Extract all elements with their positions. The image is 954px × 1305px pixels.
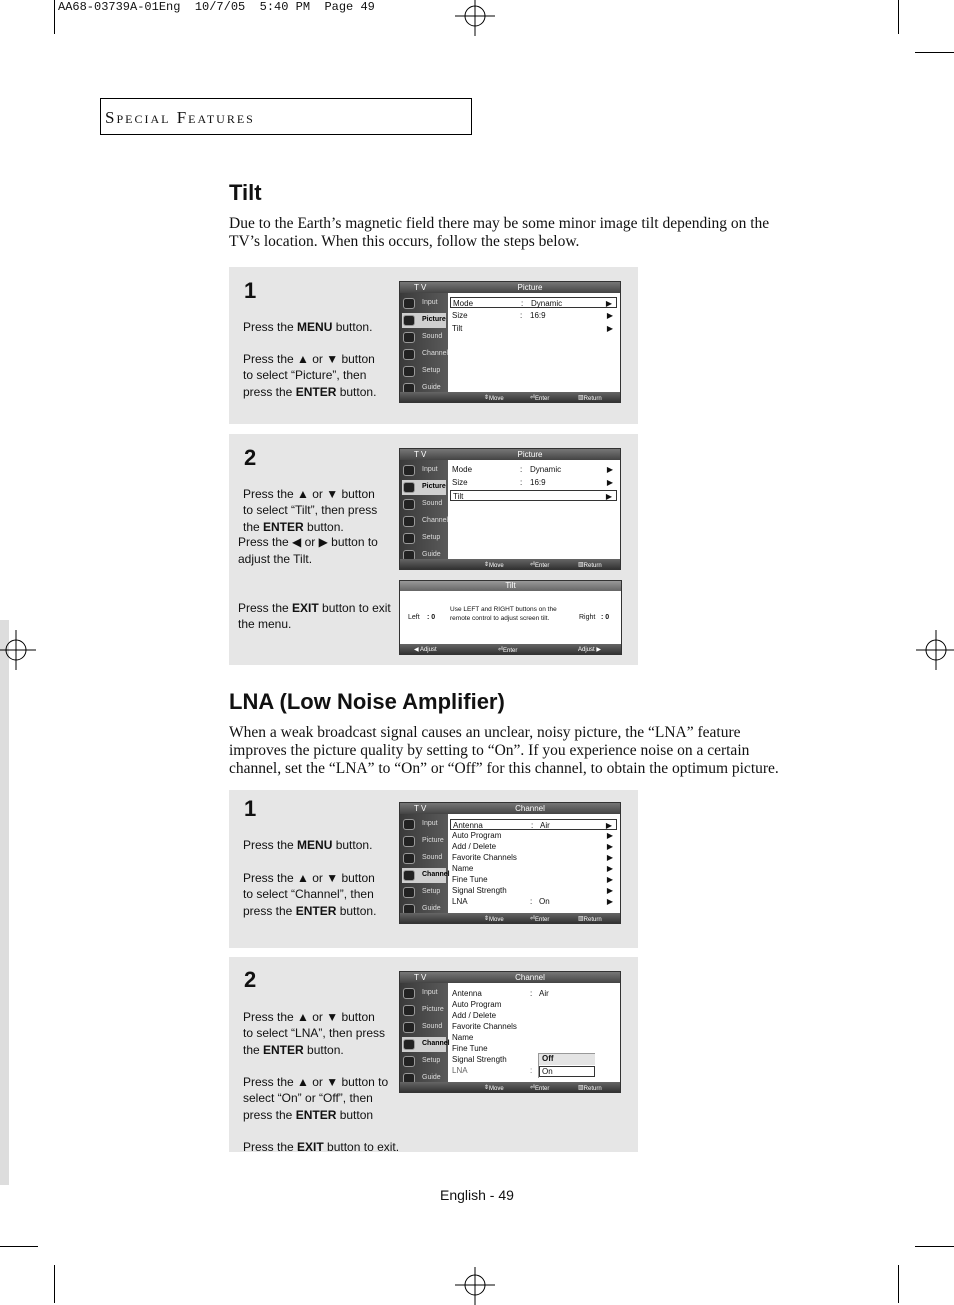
osd-side-item[interactable]: Sound [402, 851, 446, 866]
page-number: English - 49 [440, 1187, 514, 1203]
crop-mark [54, 0, 55, 34]
osd-sidebar [400, 293, 448, 392]
tilt-right-value: : 0 [601, 614, 610, 621]
osd-side-item[interactable]: Input [402, 296, 446, 311]
osd-row[interactable]: Fine Tune ▶ [452, 875, 613, 884]
osd-title-bar: T V Channel [400, 803, 620, 814]
sound-icon [403, 499, 415, 510]
tilt-message: Use LEFT and RIGHT buttons on the [450, 606, 557, 613]
osd-row[interactable]: Add / Delete [452, 1011, 497, 1020]
osd-row[interactable]: Name [452, 1033, 474, 1042]
osd-side-item[interactable]: Setup [402, 364, 446, 379]
lna-heading: LNA (Low Noise Amplifier) [229, 689, 505, 714]
osd-picture-menu [399, 281, 621, 403]
tilt-heading: Tilt [229, 180, 262, 205]
step-text: Press the EXIT button to exit. [243, 1139, 400, 1154]
picture-icon [403, 1005, 415, 1016]
input-icon [403, 465, 415, 476]
osd-row[interactable]: Signal Strength [452, 1055, 507, 1064]
crop-mark [898, 1265, 899, 1303]
osd-side-item[interactable]: Sound [402, 330, 446, 345]
osd-row[interactable]: Size : 16:9 ▶ [452, 311, 613, 320]
osd-side-item[interactable]: Guide [402, 902, 446, 917]
sound-icon [403, 1022, 415, 1033]
osd-side-item[interactable]: Channel [402, 347, 446, 362]
lna-option-on[interactable]: On [539, 1066, 595, 1077]
osd-sidebar [400, 983, 448, 1082]
step-text: Press the MENU button. [243, 319, 373, 334]
crop-mark [898, 0, 899, 34]
tilt-dialog-title: Tilt [400, 581, 621, 591]
osd-footer: ⇕ Move ⏎ Enter ▥ Return [400, 559, 620, 569]
osd-row[interactable]: Favorite Channels ▶ [452, 853, 613, 862]
osd-row[interactable]: Tilt ▶ [452, 324, 613, 333]
osd-footer: ⇕ Move ⏎ Enter ▥ Return [400, 1082, 620, 1092]
tilt-left-value: : 0 [427, 614, 436, 621]
input-icon [403, 988, 415, 999]
setup-icon [403, 1056, 415, 1067]
osd-row[interactable]: Size : 16:9 ▶ [452, 478, 613, 487]
tilt-right-label: Right [579, 614, 596, 621]
osd-side-item[interactable]: Channel [402, 1037, 446, 1052]
crop-mark [0, 1246, 38, 1247]
osd-side-item[interactable]: Input [402, 463, 446, 478]
channel-icon [403, 870, 415, 881]
osd-row[interactable]: Mode : Dynamic ▶ [450, 297, 617, 308]
osd-side-item[interactable]: Input [402, 986, 446, 1001]
osd-channel-menu [399, 802, 621, 924]
osd-side-item[interactable]: Setup [402, 531, 446, 546]
tilt-intro: Due to the Earth’s magnetic field there may be some minor image tilt depending on the TV’s location. When this occurs, follow the steps below. [229, 215, 770, 250]
input-icon [403, 819, 415, 830]
section-title: Special Features [105, 108, 255, 127]
picture-icon [403, 482, 415, 493]
osd-side-item[interactable]: Picture [402, 1003, 446, 1018]
side-strip [0, 620, 9, 1185]
osd-title-bar: T V Picture [400, 282, 620, 293]
osd-side-item[interactable]: Guide [402, 548, 446, 563]
osd-side-item[interactable]: Channel [402, 514, 446, 529]
registration-mark-icon [455, 0, 495, 40]
osd-row[interactable]: Antenna : Air ▶ [450, 819, 617, 830]
setup-icon [403, 366, 415, 377]
osd-channel-menu [399, 971, 621, 1093]
step-text: Press the ▲ or ▼ button to select “Channel”, then press the ENTER button. [243, 870, 377, 918]
step-text: Press the ◀ or ▶ button to adjust the Tilt. [238, 535, 378, 566]
osd-row[interactable]: Signal Strength ▶ [452, 886, 613, 895]
setup-icon [403, 533, 415, 544]
registration-mark-icon [0, 630, 40, 670]
osd-row[interactable]: Favorite Channels [452, 1022, 517, 1031]
osd-row[interactable]: Antenna : Air [452, 989, 549, 998]
tilt-left-label: Left [408, 614, 420, 621]
osd-row[interactable]: LNA : On ▶ [452, 897, 613, 906]
step-text: Press the MENU button. [243, 837, 373, 852]
lna-dropdown[interactable] [538, 1053, 595, 1078]
osd-side-item[interactable]: Setup [402, 1054, 446, 1069]
step-number: 2 [244, 445, 257, 470]
osd-row[interactable]: LNA : [452, 1066, 533, 1075]
step-number: 2 [244, 967, 257, 992]
tilt-message: remote control to adjust screen tilt. [450, 615, 550, 622]
osd-title-bar: T V Channel [400, 972, 620, 983]
osd-side-item[interactable]: Picture [402, 834, 446, 849]
print-header: AA68-03739A-01Eng 10/7/05 5:40 PM Page 49 [58, 0, 375, 14]
osd-side-item[interactable]: Input [402, 817, 446, 832]
osd-side-item[interactable]: Setup [402, 885, 446, 900]
channel-icon [403, 1039, 415, 1050]
osd-side-item[interactable]: Sound [402, 1020, 446, 1035]
tilt-dialog-footer: ◀ Adjust ⏎ Enter Adjust ▶ [400, 644, 621, 654]
picture-icon [403, 836, 415, 847]
crop-mark [915, 1246, 954, 1247]
osd-row[interactable]: Auto Program ▶ [452, 831, 613, 840]
osd-side-item[interactable]: Picture [402, 480, 446, 495]
osd-side-item[interactable]: Guide [402, 381, 446, 396]
osd-footer: ⇕ Move ⏎ Enter ▥ Return [400, 392, 620, 402]
osd-row[interactable]: Name ▶ [452, 864, 613, 873]
registration-mark-icon [455, 1265, 495, 1305]
osd-row[interactable]: Tilt ▶ [450, 490, 617, 501]
osd-footer: ⇕ Move ⏎ Enter ▥ Return [400, 913, 620, 923]
osd-row[interactable]: Mode : Dynamic ▶ [452, 465, 613, 474]
step-text: Press the ▲ or ▼ button to select “LNA”, then press the ENTER button. [243, 1009, 386, 1057]
osd-picture-menu [399, 448, 621, 570]
osd-sidebar [400, 814, 448, 913]
setup-icon [403, 887, 415, 898]
picture-icon [403, 315, 415, 326]
osd-side-item[interactable]: Guide [402, 1071, 446, 1086]
step-text: Press the EXIT button to exit the menu. [238, 600, 391, 631]
step-text: Press the ▲ or ▼ button to select “Picture”, then press the ENTER button. [243, 351, 377, 399]
osd-side-item[interactable]: Sound [402, 497, 446, 512]
step-text: Press the ▲ or ▼ button to select “Tilt”, then press the ENTER button. [243, 486, 378, 534]
tilt-dialog [399, 580, 622, 655]
osd-sidebar [400, 460, 448, 559]
osd-row[interactable]: Add / Delete ▶ [452, 842, 613, 851]
step-number: 1 [244, 796, 257, 821]
step-number: 1 [244, 278, 257, 303]
input-icon [403, 298, 415, 309]
osd-row[interactable]: Fine Tune [452, 1044, 488, 1053]
lna-intro: When a weak broadcast signal causes an unclear, noisy picture, the “LNA” feature improves the picture quality by setting to “On”. If you experience noise on a certain channel, set the “LNA” to “On” or “Off” for this channel, to obtain the optimum picture. [229, 724, 779, 777]
lna-option-off[interactable]: Off [539, 1054, 595, 1065]
channel-icon [403, 516, 415, 527]
crop-mark [915, 52, 954, 53]
osd-side-item[interactable]: Picture [402, 313, 446, 328]
crop-mark [54, 1265, 55, 1303]
osd-title-bar: T V Picture [400, 449, 620, 460]
channel-icon [403, 349, 415, 360]
osd-side-item[interactable]: Channel [402, 868, 446, 883]
sound-icon [403, 853, 415, 864]
osd-row[interactable]: Auto Program [452, 1000, 502, 1009]
step-text: Press the ▲ or ▼ button to select “On” or “Off”, then press the ENTER button [243, 1074, 389, 1122]
sound-icon [403, 332, 415, 343]
registration-mark-icon [914, 630, 954, 670]
